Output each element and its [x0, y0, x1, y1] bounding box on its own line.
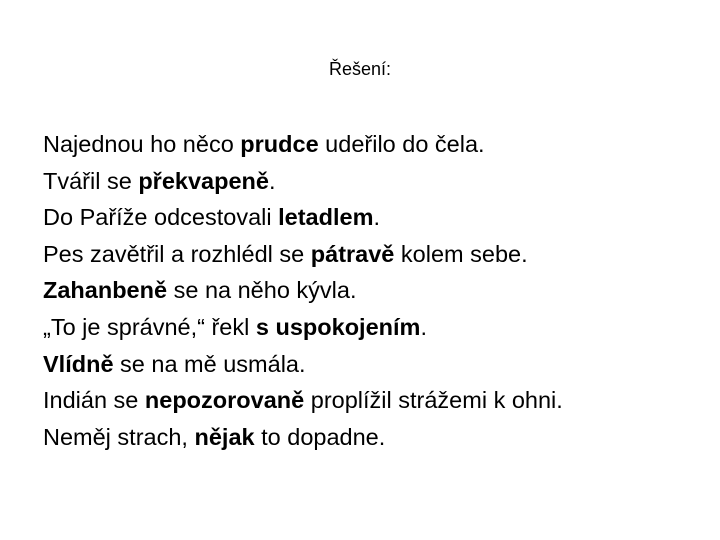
sentence-text: . — [373, 204, 380, 231]
sentence-text: to dopadne. — [254, 423, 386, 450]
sentence-text: . — [420, 313, 427, 340]
sentence-line — [43, 236, 703, 273]
sentence-text: Indián se — [43, 387, 145, 414]
sentence-text: . — [268, 167, 276, 194]
highlighted-word: Zahanbeně — [43, 277, 168, 304]
sentence-text: Tvářil se — [43, 167, 139, 194]
highlighted-word: nějak — [194, 423, 255, 450]
sentence-text: udeřilo do čela. — [318, 131, 485, 157]
highlighted-word: letadlem — [278, 204, 374, 231]
highlighted-word: pátravě — [310, 240, 395, 267]
highlighted-word: prudce — [240, 131, 319, 157]
sentence-line — [43, 309, 703, 346]
sentence-list — [43, 126, 703, 455]
sentence-line — [43, 126, 703, 163]
sentence-line — [43, 272, 703, 309]
sentence-line — [43, 419, 703, 456]
slide-title: Řešení: — [328, 59, 392, 79]
highlighted-word: nepozorovaně — [144, 387, 305, 414]
highlighted-word: s uspokojením — [255, 313, 421, 340]
sentence-text: Neměj strach, — [43, 423, 195, 450]
highlighted-word: překvapeně — [138, 167, 269, 194]
sentence-text: se na něho kývla. — [167, 277, 357, 304]
sentence-text: „To je správné,“ řekl — [43, 313, 256, 340]
sentence-text: Najednou ho něco — [43, 131, 241, 157]
sentence-line — [43, 346, 703, 383]
sentence-text: proplížil strážemi k ohni. — [304, 387, 563, 414]
sentence-line — [43, 199, 703, 236]
sentence-text: Pes zavětřil a rozhlédl se — [43, 240, 311, 267]
sentence-line — [43, 163, 703, 200]
sentence-text: kolem sebe. — [394, 240, 528, 267]
sentence-text: se na mě usmála. — [113, 350, 306, 377]
sentence-text: Do Paříže odcestovali — [43, 204, 279, 231]
sentence-line — [43, 382, 703, 419]
highlighted-word: Vlídně — [43, 350, 114, 377]
